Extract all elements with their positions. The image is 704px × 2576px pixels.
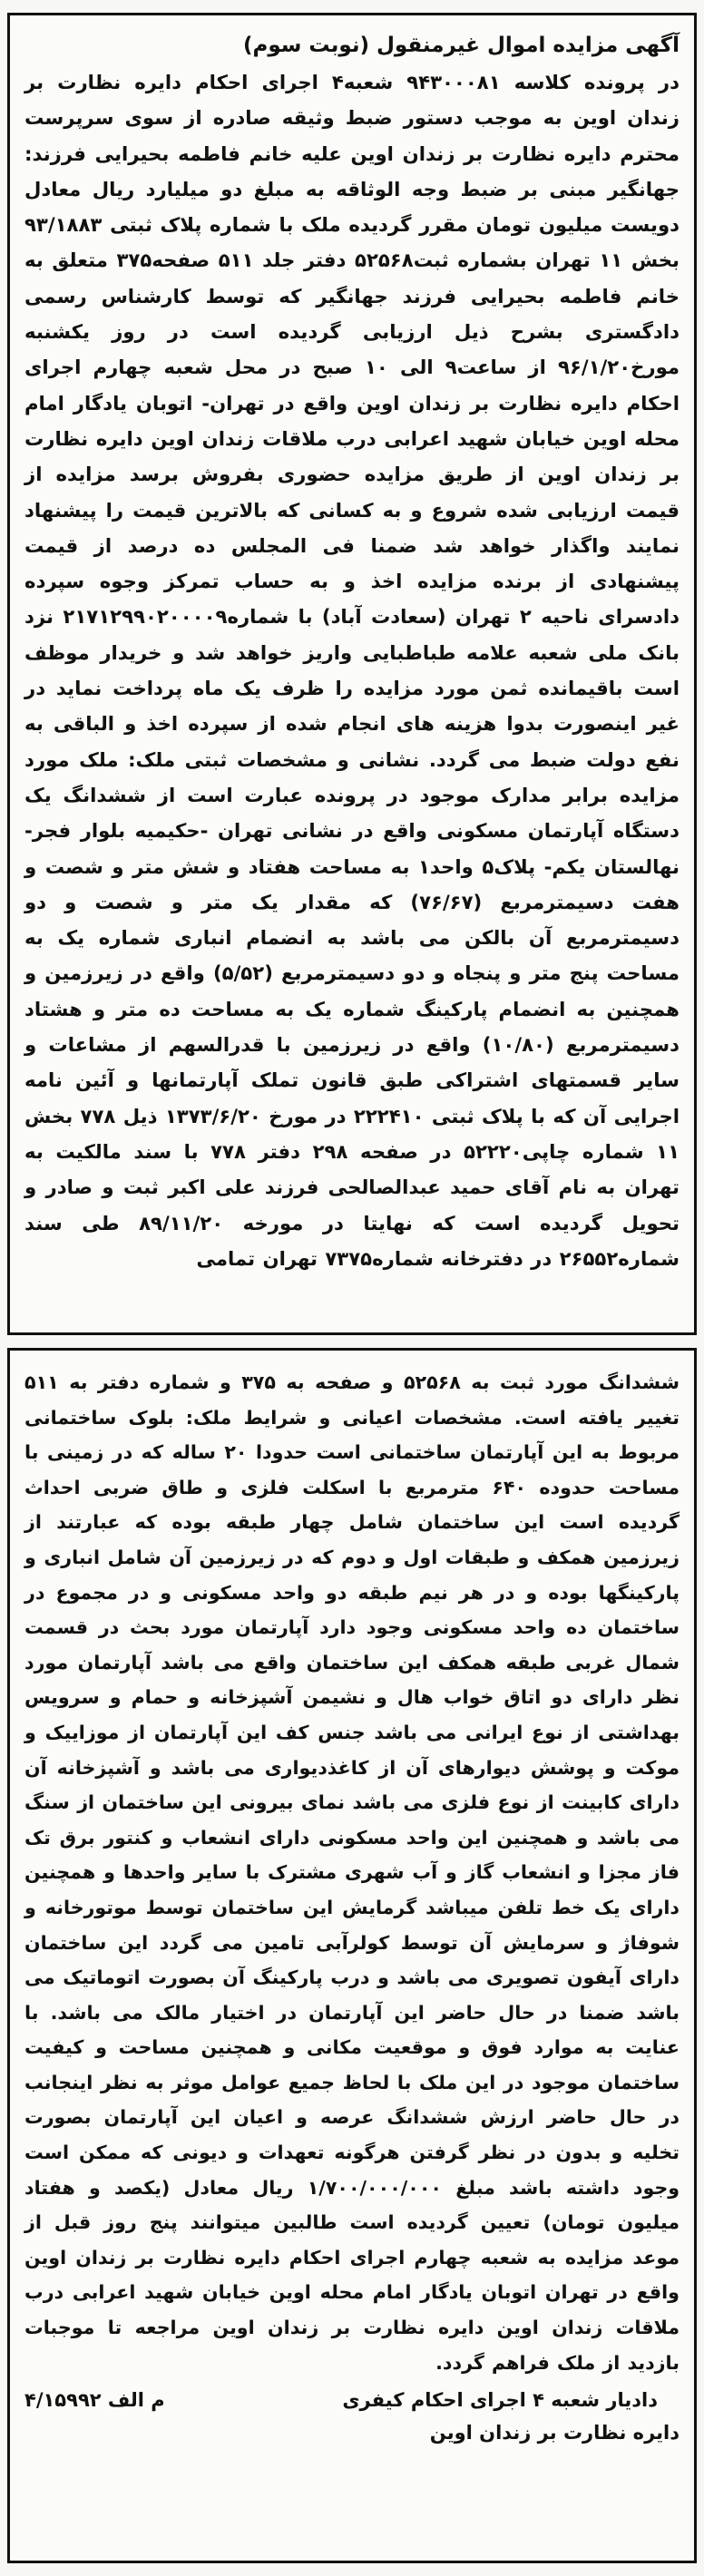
notice-column-1	[7, 13, 697, 1335]
office-name: دایره نظارت بر زندان اوین	[429, 2422, 680, 2444]
notice-title: آگهی مزایده اموال غیرمنقول (نوبت سوم)	[243, 34, 680, 57]
notice-column-2	[7, 1348, 697, 2563]
footer-signature-row	[24, 2384, 680, 2416]
official-title: دادیار شعبه ۴ اجرای احکام کیفری	[342, 2389, 658, 2412]
notice-footer	[24, 2384, 680, 2449]
notice-body-part-2: ششدانگ مورد ثبت به ۵۲۵۶۸ و صفحه به ۳۷۵ و شماره دفتر به ۵۱۱ تغییر یافته است. مشخصات اعیانی و شرایط ملک: بلوک ساختمانی مربوط به این آپارتمان ساختمانی است حدودا ۲۰ ساله که در زمینی با مساحت حدوده ۶۴۰ مترمربع با اسکلت فلزی و طاق ضربی احداث گردیده است این ساختمان شامل چهار طبقه بوده که عبارتند از زیرزمین همکف و طبقات اول و دوم که در زیرزمین آن شامل انباری و پارکینگها بوده و در هر نیم طبقه دو واحد مسکونی و در مجموع در ساختمان ده واحد مسکونی وجود دارد آپارتمان مورد بحث در قسمت شمال غربی طبقه همکف این ساختمان واقع می باشد آپارتمان مورد نظر دارای دو اتاق خواب هال و نشیمن آشپزخانه و حمام و سرویس بهداشتی از نوع ایرانی می باشد جنس کف این آپارتمان از موزاییک و موکت و پوشش دیوارهای آن از کاغذدیواری می باشد و آشپزخانه آن دارای کابینت از نوع فلزی می باشد نمای بیرونی این ساختمان از سنگ می باشد و همچنین این واحد مسکونی دارای انشعاب و کنتور برق تک فاز مجزا و انشعاب گاز و آب شهری مشترک با سایر واحدها و همچنین دارای یک خط تلفن میباشد گرمایش این ساختمان توسط موتورخانه و شوفاژ و سرمایش آن توسط کولرآبی تامین می گردد این ساختمان دارای آیفون تصویری می باشد و درب پارکینگ آن بصورت اتوماتیک می باشد ضمنا در حال حاضر این آپارتمان در اختیار مالک می باشد. با عنایت به موارد فوق و موقعیت مکانی و همچنین مساحت و کیفیت ساختمان موجود در این ملک با لحاظ جمیع عوامل موثر به نظر اینجانب در حال حاضر ارزش ششدانگ عرصه و اعیان این آپارتمان بصورت تخلیه و بدون در نظر گرفتن هرگونه تعهدات و دیونی که ممکن است وجود داشته باشد مبلغ ۱/۷۰۰/۰۰۰/۰۰۰ ریال معادل (یکصد و هفتاد میلیون تومان) تعیین گردیده است طالبین میتوانند پنج روز قبل از موعد مزایده به شعبه چهارم اجرای احکام دایره نظارت بر زندان اوین واقع در تهران اتوبان یادگار امام محله اوین خیابان شهید اعرابی درب ملاقات زندان اوین دایره نظارت بر زندان اوین مراجعه تا موجبات بازدید از ملک فراهم گردد.	[24, 1371, 680, 2374]
reference-number: م الف ۴/۱۵۹۹۲	[24, 2389, 165, 2412]
notice-body-part-1: در پرونده کلاسه ۹۴۳۰۰۰۸۱ شعبه۴ اجرای احکام دایره نظارت بر زندان اوین به موجب دستور ضبط وثیقه صادره از سوی سرپرست محترم دایره نظارت بر زندان اوین علیه خانم فاطمه بحیرایی فرزند: جهانگیر مبنی بر ضبط وجه الوثاقه به مبلغ دو میلیارد ریال معادل دویست میلیون تومان مقرر گردیده ملک با شماره پلاک ثبتی ۹۳/۱۸۸۳ بخش ۱۱ تهران بشماره ثبت۵۲۵۶۸ دفتر جلد ۵۱۱ صفحه۳۷۵ متعلق به خانم فاطمه بحیرایی فرزند جهانگیر که توسط کارشناس رسمی دادگستری بشرح ذیل ارزیابی گردیده است در روز یکشنبه مورخ۹۶/۱/۲۰ از ساعت۹ الی ۱۰ صبح در محل شعبه چهارم اجرای احکام دایره نظارت بر زندان اوین واقع در تهران- اتوبان یادگار امام محله اوین خیابان شهید اعرابی درب ملاقات زندان اوین دایره نظارت بر زندان اوین از طریق مزایده حضوری بفروش برسد مزایده از قیمت ارزیابی شده شروع و به کسانی که بالاترین قیمت را پیشنهاد نمایند واگذار خواهد شد ضمنا فی المجلس ده درصد از قیمت پیشنهادی از برنده مزایده اخذ و به حساب تمرکز وجوه سپرده دادسرای ناحیه ۲ تهران (سعادت آباد) با شماره۲۱۷۱۲۹۹۰۲۰۰۰۰۹ نزد بانک ملی شعبه علامه طباطبایی واریز خواهد شد و خریدار موظف است باقیمانده ثمن مورد مزایده را ظرف یک ماه پرداخت نماید در غیر اینصورت بدوا هزینه های انجام شده از سپرده اخذ و الباقی به نفع دولت ضبط می گردد. نشانی و مشخصات ثبتی ملک: ملک مورد مزایده برابر مدارک موجود در پرونده عبارت است از ششدانگ یک دستگاه آپارتمان مسکونی واقع در نشانی تهران -حکیمیه بلوار فجر- نهالستان یکم- پلاک۵ واحد۱ به مساحت هفتاد و شش متر و شصت و هفت دسیمترمربع (۷۶/۶۷) که مقدار یک متر و شصت و دو دسیمترمربع آن بالکن می باشد به انضمام انباری شماره یک به مساحت پنج متر و پنجاه و دو دسیمترمربع (۵/۵۲) واقع در زیرزمین و همچنین به انضمام پارکینگ شماره یک به مساحت ده متر و هشتاد دسیمترمربع (۱۰/۸۰) واقع در زیرزمین با قدرالسهم از مشاعات و سایر قسمتهای اشتراکی طبق قانون تملک آپارتمانها و آئین نامه اجرایی آن که با پلاک ثبتی ۲۲۲۴۱۰ در مورخ ۱۳۷۳/۶/۲۰ ذیل ۷۷۸ بخش ۱۱ شماره چاپی۵۲۲۲۰ در صفحه ۲۹۸ دفتر ۷۷۸ با سند مالکیت به تهران به نام آقای حمید عبدالصالحی فرزند علی اکبر ثبت و صادر و تحویل گردیده است که نهایتا در مورخه ۸۹/۱۱/۲۰ طی سند شماره۲۶۵۵۲ در دفترخانه شماره۷۳۷۵ تهران تمامی	[24, 71, 680, 1270]
